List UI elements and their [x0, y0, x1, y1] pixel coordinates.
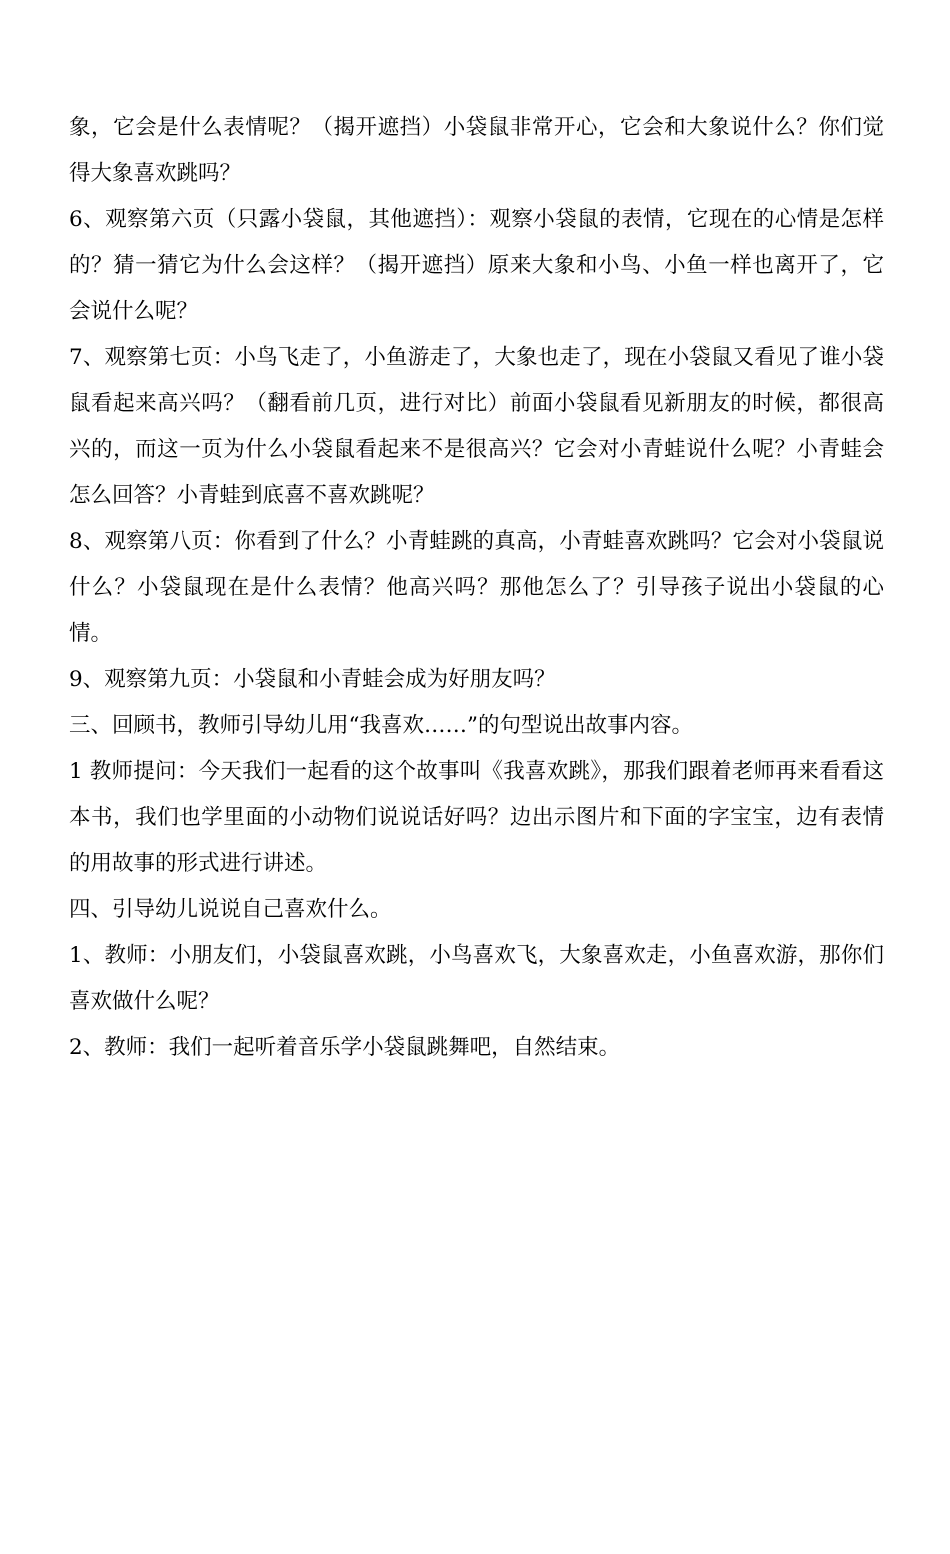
paragraph-page-seven: 7、观察第七页：小鸟飞走了，小鱼游走了，大象也走了，现在小袋鼠又看见了谁小袋鼠看起来高兴吗？（翻看前几页，进行对比）前面小袋鼠看见新朋友的时候，都很高兴的，而这一页为什么小袋鼠看起来不是很高兴？它会对小青蛙说什么呢？小青蛙会怎么回答？小青蛙到底喜不喜欢跳呢？ [69, 345, 884, 508]
paragraph-page-nine: 9、观察第九页：小袋鼠和小青蛙会成为好朋友吗？ [69, 667, 556, 692]
paragraph-teacher-question: 1 教师提问：今天我们一起看的这个故事叫《我喜欢跳》，那我们跟着老师再来看看这本书，我们也学里面的小动物们说说话好吗？边出示图片和下面的字宝宝，边有表情的用故事的形式进行讲述。 [69, 759, 884, 876]
section-heading-likes: 四、引导幼儿说说自己喜欢什么。 [69, 897, 392, 922]
paragraph-page-eight: 8、观察第八页：你看到了什么？小青蛙跳的真高，小青蛙喜欢跳吗？它会对小袋鼠说什么？小袋鼠现在是什么表情？他高兴吗？那他怎么了？引导孩子说出小袋鼠的心情。 [69, 529, 884, 646]
paragraph-continued-elephant: 象，它会是什么表情呢？（揭开遮挡）小袋鼠非常开心，它会和大象说什么？你们觉得大象喜欢跳吗？ [69, 115, 884, 186]
paragraph-teacher-ending: 2、教师：我们一起听着音乐学小袋鼠跳舞吧，自然结束。 [69, 1035, 621, 1060]
paragraph-teacher-ask: 1、教师：小朋友们，小袋鼠喜欢跳，小鸟喜欢飞，大象喜欢走，小鱼喜欢游，那你们喜欢做什么呢？ [69, 943, 884, 1014]
section-heading-review: 三、回顾书，教师引导幼儿用“我喜欢……”的句型说出故事内容。 [69, 713, 693, 738]
paragraph-page-six: 6、观察第六页（只露小袋鼠，其他遮挡）：观察小袋鼠的表情，它现在的心情是怎样的？猜一猜它为什么会这样？（揭开遮挡）原来大象和小鸟、小鱼一样也离开了，它会说什么呢？ [69, 207, 884, 324]
